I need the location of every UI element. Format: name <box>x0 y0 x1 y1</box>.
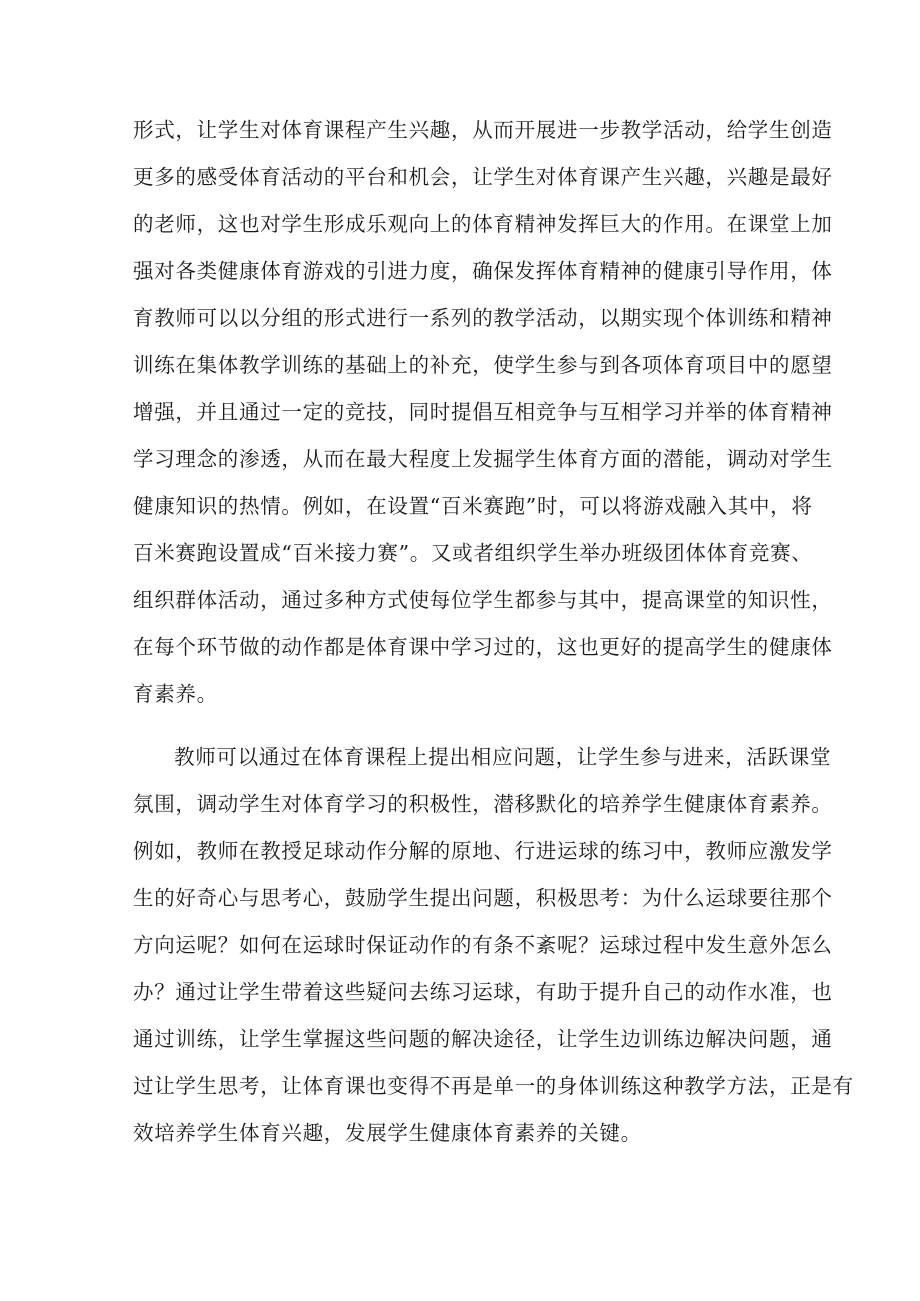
text-line: 强对各类健康体育游戏的引进力度，确保发挥体育精神的健康引导作用，体 <box>133 259 833 283</box>
text-line: 通过训练，让学生掌握这些问题的解决途径，让学生边训练边解决问题，通 <box>133 1027 833 1051</box>
text-line: 组织群体活动，通过多种方式使每位学生都参与其中，提高课堂的知识性， <box>133 588 833 612</box>
text-line: 百米赛跑设置成“百米接力赛”。又或者组织学生举办班级团体体育竞赛、 <box>133 541 813 565</box>
text-line: 在每个环节做的动作都是体育课中学习过的，这也更好的提高学生的健康体 <box>133 635 833 659</box>
paragraph-2 <box>133 734 854 1157</box>
text-line: 办？通过让学生带着这些疑问去练习运球，有助于提升自己的动作水准，也 <box>133 980 833 1004</box>
text-line: 过让学生思考，让体育课也变得不再是单一的身体训练这种教学方法，正是有 <box>133 1074 854 1098</box>
text-line: 例如，教师在教授足球动作分解的原地、行进运球的练习中，教师应激发学 <box>133 839 833 863</box>
text-line: 健康知识的热情。例如，在设置“百米赛跑”时，可以将游戏融入其中，将 <box>133 494 813 518</box>
text-line: 氛围，调动学生对体育学习的积极性，潜移默化的培养学生健康体育素养。 <box>133 792 833 816</box>
text-line: 更多的感受体育活动的平台和机会，让学生对体育课产生兴趣，兴趣是最好 <box>133 165 833 189</box>
paragraph-1 <box>133 107 833 718</box>
document-body <box>133 107 854 1157</box>
text-line: 的老师，这也对学生形成乐观向上的体育精神发挥巨大的作用。在课堂上加 <box>133 212 833 236</box>
text-line: 效培养学生体育兴趣，发展学生健康体育素养的关键。 <box>133 1121 642 1145</box>
text-line: 训练在集体教学训练的基础上的补充，使学生参与到各项体育项目中的愿望 <box>133 353 833 377</box>
text-line: 学习理念的渗透，从而在最大程度上发掘学生体育方面的潜能，调动对学生 <box>133 447 833 471</box>
paragraph-gap <box>133 718 797 734</box>
text-line: 育素养。 <box>133 682 218 706</box>
text-line: 生的好奇心与思考心，鼓励学生提出问题，积极思考：为什么运球要往那个 <box>133 886 833 910</box>
text-line: 方向运呢？如何在运球时保证动作的有条不紊呢？运球过程中发生意外怎么 <box>133 933 833 957</box>
text-line: 增强，并且通过一定的竞技，同时提倡互相竞争与互相学习并举的体育精神 <box>133 400 833 424</box>
text-line: 教师可以通过在体育课程上提出相应问题，让学生参与进来，活跃课堂 <box>174 745 832 769</box>
text-line: 育教师可以以分组的形式进行一系列的教学活动，以期实现个体训练和精神 <box>133 306 833 330</box>
text-line: 形式，让学生对体育课程产生兴趣，从而开展进一步教学活动，给学生创造 <box>133 118 833 142</box>
